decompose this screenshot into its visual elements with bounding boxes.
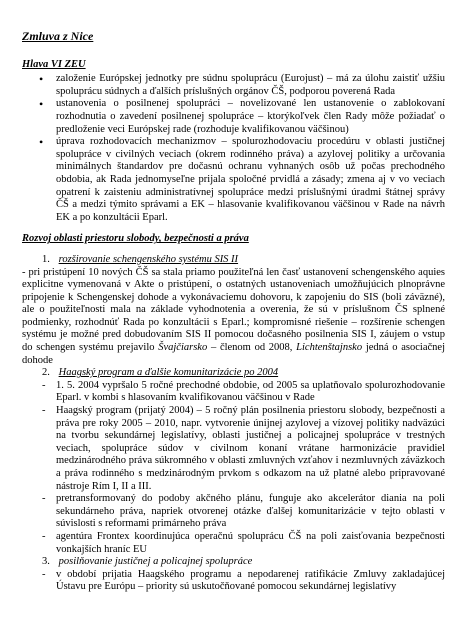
numbered-heading-3: [22, 556, 445, 569]
dash-item: - Haagský program (prijatý 2004) – 5 ročný plán posilnenia priestoru slobody, bezpečnosti a práva pre roky 2005 – 2010, napr. vytvorenie únijnej azylovej a vízovej politiky nadväzúci na tvorbu sekundárnej legislatívy, oblasti justičnej a policajnej spolupráce v trestných veciach, spolupráce súdov v civilnom konaní vrátane harmonizácie pravidiel medzinárodného práva súkromného v oblasti zmluvných vzťahov i nezmluvných záväzkoch a práva rodinného s medzinárodným prvkom s odkazom na už platné alebo pripravované nástroje Rím I, II a III.: [22, 405, 445, 493]
item-number: 3.: [42, 556, 50, 568]
paragraph-italic-text: Švajčiarsko: [158, 342, 208, 354]
bullet-list: [22, 73, 445, 224]
dash-item: - v období prijatia Haagského programu a nepodarenej ratifikácie Zmluvy zakladajúcej Ústavu pre Európu – priority sú uskutočňované pomocou sekundárnej legislatívy: [22, 569, 445, 594]
dash-item: - 1. 5. 2004 vypršalo 5 ročné prechodné obdobie, od 2005 sa uplatňovalo spolurozhodovanie Eparl. v kombi s hlasovaním kvalifikovanou väčšinou v Rade: [22, 380, 445, 405]
bullet-item: • úprava rozhodovacích mechanizmov – spolurozhodovaciu procedúru v oblasti justičnej spolupráce v civilných veciach (okrem rodinného práva) a azylovej politiky a určovania minimálnych štandardov pre dočasnú ochranu vyhnaných osôb už počas prechodného obdobia, ak Rada jednomyseľne prijala spoločné prvidlá a zásady; zmena aj v vo veciach opatrení k zaisteniu administratívnej spolupráce medzi príslušnými úradmi štátnej správy ČŠ a medzi týmito správami a EK – hlasovanie kvalifikovanou väčšinou v Rade na návrh EK a po konzultácii Eparl.: [22, 136, 445, 224]
item-title: posilňovanie justičnej a policajnej spolupráce: [58, 556, 253, 568]
bullet-item: • založenie Európskej jednotky pre súdnu spoluprácu (Eurojust) – má za úlohu zaistiť užšiu spoluprácu súdnych a ďalších príslušných orgánov ČŠ, podporou poverená Rada: [22, 73, 445, 98]
item-number: 1.: [42, 253, 50, 265]
item-number: 2.: [42, 367, 50, 379]
section-heading-hlava: Hlava VI ZEU: [22, 58, 86, 70]
dash-item: - pretransformovaný do podoby akčného plánu, funguje ako akcelerátor diania na poli sekundárneho práva, napriek otvorenej otázke ďalšej komunitarizácie v tejto oblasti v súvislosti s reformami primárneho práva: [22, 493, 445, 531]
numbered-heading-1: [22, 254, 445, 267]
paragraph-text: - pri pristúpení 10 nových ČŠ sa stala priamo použiteľná len časť ustanovení schengenského aquies explicitne vymenovaná v Akte o pristúpení, o ostatných ustanoveniach umožňujúcich plnoprávne pripojenie k Schengenskej dohode a vykonávaciemu dohovoru, k zapojeniu do SIS (boli záväzné), ale o použiteľnosti mala na základe vyhodnotenia a overenia, že sú v príslušnom ČS splnené podmienky, rozhodnúť Rada po konzultácii s Eparl.; kompromisné riešenie – rozšírenie schengen systému je možné pred dobudovaním SIS II pomocou dočasného posilnenia SIS I, záujem o vstup do schengen systému prejavilo: [22, 266, 445, 354]
paragraph-text: – členom od 2008,: [207, 342, 297, 354]
numbered-heading-2: [22, 367, 445, 380]
bullet-item: • ustanovenia o posilnenej spolupráci – novelizované len ustanovenie o zablokovaní rozhodnutia o zavedení posilnenej spolupráce – ktorýkoľvek člen Rady môže požiadať o predloženie veci Európskej rade (rozhoduje kvalifikovanou väčšinou): [22, 98, 445, 136]
document-title: Zmluva z Nice: [22, 29, 94, 43]
paragraph-italic-text: Lichtenštajnsko: [296, 342, 363, 354]
dash-item: - agentúra Frontex koordinujúca operačnú spoluprácu ČŠ na poli zaisťovania bezpečnosti vonkajších hraníc EU: [22, 531, 445, 556]
section-heading-rozvoj: Rozvoj oblasti priestoru slobody, bezpečnosti a práva: [22, 233, 249, 245]
paragraph-text: jedná o asociačnej dohode: [22, 342, 445, 366]
item-title: Haagský program a ďalšie komunitarizácie po 2004: [58, 367, 279, 379]
paragraph-schengen: [22, 267, 445, 368]
item-title: rozširovanie schengenského systému SIS II: [58, 253, 239, 265]
